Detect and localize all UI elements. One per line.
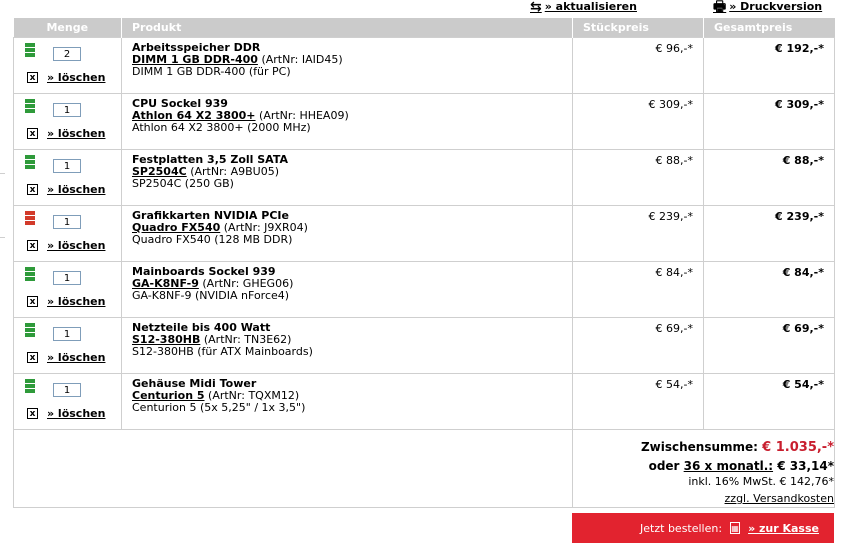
delete-checkbox[interactable]: x	[27, 408, 38, 419]
product-category: Grafikkarten NVIDIA PCIe	[132, 209, 289, 222]
product-name-link[interactable]: Quadro FX540	[132, 221, 221, 234]
quantity-input[interactable]	[53, 103, 81, 117]
unit-price: € 88,-*	[655, 154, 693, 167]
delete-checkbox[interactable]: x	[27, 128, 38, 139]
product-cell	[122, 374, 573, 430]
quantity-input[interactable]	[53, 159, 81, 173]
delete-checkbox[interactable]: x	[27, 296, 38, 307]
unit-price-cell	[573, 206, 704, 262]
left-edge-mark	[0, 173, 5, 174]
print-label[interactable]: » Druckversion	[729, 0, 823, 13]
summary-box	[573, 430, 835, 508]
product-artnr: (ArtNr: TQXM12)	[208, 389, 300, 402]
unit-price: € 84,-*	[655, 266, 693, 279]
quantity-input[interactable]	[53, 383, 81, 397]
print-link[interactable]	[713, 0, 822, 14]
total-price: € 239,-*	[775, 210, 824, 223]
cart-item-row	[14, 38, 835, 94]
delete-link[interactable]: » löschen	[47, 239, 106, 252]
update-label[interactable]: » aktualisieren	[544, 0, 637, 13]
qty-cell	[14, 94, 122, 150]
qty-cell	[14, 374, 122, 430]
cart-item-row	[14, 374, 835, 430]
stock-indicator-icon	[25, 43, 35, 58]
stock-indicator-icon	[25, 267, 35, 282]
financing-prefix: oder	[648, 459, 680, 473]
unit-price: € 309,-*	[648, 98, 693, 111]
cart-item-row	[14, 150, 835, 206]
total-price: € 54,-*	[782, 378, 824, 391]
cart-header-row	[14, 18, 835, 38]
delete-link[interactable]: » löschen	[47, 127, 106, 140]
financing-link[interactable]: 36 x monatl.:	[683, 459, 774, 473]
product-description: DIMM 1 GB DDR-400 (für PC)	[132, 65, 291, 78]
product-description: GA-K8NF-9 (NVIDIA nForce4)	[132, 289, 290, 302]
unit-price-cell	[573, 374, 704, 430]
subtotal-value: € 1.035,-*	[762, 440, 834, 455]
header-gesamtpreis: Gesamtpreis	[704, 18, 835, 38]
qty-cell	[14, 262, 122, 318]
header-produkt: Produkt	[122, 18, 573, 38]
product-category: Gehäuse Midi Tower	[132, 377, 257, 390]
shipping-link[interactable]: zzgl. Versandkosten	[724, 492, 834, 505]
delete-checkbox[interactable]: x	[27, 72, 38, 83]
quantity-input[interactable]	[53, 271, 81, 285]
product-description: SP2504C (250 GB)	[132, 177, 234, 190]
order-bar	[572, 513, 834, 543]
stock-indicator-icon	[25, 99, 35, 114]
stock-indicator-icon	[25, 379, 35, 394]
calculator-icon: ▦	[731, 524, 739, 533]
product-category: Mainboards Sockel 939	[132, 265, 276, 278]
summary-spacer	[14, 430, 573, 508]
product-category: Netzteile bis 400 Watt	[132, 321, 271, 334]
product-description: Centurion 5 (5x 5,25" / 1x 3,5")	[132, 401, 306, 414]
printer-icon: 🖶	[713, 0, 727, 15]
product-cell	[122, 38, 573, 94]
subtotal-line	[573, 439, 834, 456]
delete-link[interactable]: » löschen	[47, 407, 106, 420]
product-name-link[interactable]: Centurion 5	[132, 389, 205, 402]
total-price: € 192,-*	[775, 42, 824, 55]
top-toolbar	[0, 0, 842, 18]
update-link[interactable]	[530, 0, 637, 14]
product-artnr: (ArtNr: GHEG06)	[202, 277, 294, 290]
unit-price-cell	[573, 262, 704, 318]
financing-line	[573, 458, 834, 474]
cart-item-row	[14, 262, 835, 318]
stock-indicator-icon	[25, 211, 35, 226]
delete-checkbox[interactable]: x	[27, 352, 38, 363]
quantity-input[interactable]	[53, 327, 81, 341]
vat-line: inkl. 16% MwSt. € 142,76*	[688, 475, 834, 488]
product-name-link[interactable]: GA-K8NF-9	[132, 277, 199, 290]
quantity-input[interactable]	[53, 215, 81, 229]
qty-cell	[14, 318, 122, 374]
product-name-link[interactable]: S12-380HB	[132, 333, 201, 346]
product-cell	[122, 206, 573, 262]
total-price: € 309,-*	[775, 98, 824, 111]
summary-row	[14, 430, 835, 508]
checkout-button[interactable]: » zur Kasse	[748, 521, 819, 535]
unit-price-cell	[573, 318, 704, 374]
unit-price-cell	[573, 94, 704, 150]
qty-cell	[14, 206, 122, 262]
total-price: € 84,-*	[782, 266, 824, 279]
total-price-cell	[704, 94, 835, 150]
product-cell	[122, 318, 573, 374]
total-price: € 88,-*	[782, 154, 824, 167]
product-artnr: (ArtNr: J9XR04)	[223, 221, 308, 234]
quantity-input[interactable]	[53, 47, 81, 61]
product-cell	[122, 262, 573, 318]
qty-cell	[14, 150, 122, 206]
product-artnr: (ArtNr: TN3E62)	[203, 333, 292, 346]
unit-price: € 239,-*	[648, 210, 693, 223]
header-menge: Menge	[14, 18, 122, 38]
delete-link[interactable]: » löschen	[47, 351, 106, 364]
product-category: Arbeitsspeicher DDR	[132, 41, 261, 54]
financing-value: € 33,14*	[777, 459, 834, 473]
product-name-link[interactable]: SP2504C	[132, 165, 187, 178]
product-cell	[122, 94, 573, 150]
header-stueckpreis: Stückpreis	[573, 18, 704, 38]
unit-price-cell	[573, 150, 704, 206]
stock-indicator-icon	[25, 155, 35, 170]
cart-item-row	[14, 206, 835, 262]
product-description: Quadro FX540 (128 MB DDR)	[132, 233, 293, 246]
total-price: € 69,-*	[782, 322, 824, 335]
product-cell	[122, 150, 573, 206]
qty-cell	[14, 38, 122, 94]
stock-indicator-icon	[25, 323, 35, 338]
total-price-cell	[704, 206, 835, 262]
total-price-cell	[704, 262, 835, 318]
product-artnr: (ArtNr: HHEA09)	[259, 109, 349, 122]
product-artnr: (ArtNr: A9BU05)	[190, 165, 280, 178]
delete-checkbox[interactable]: x	[27, 240, 38, 251]
product-description: Athlon 64 X2 3800+ (2000 MHz)	[132, 121, 311, 134]
delete-link[interactable]: » löschen	[47, 295, 106, 308]
total-price-cell	[704, 150, 835, 206]
product-category: Festplatten 3,5 Zoll SATA	[132, 153, 289, 166]
total-price-cell	[704, 38, 835, 94]
delete-checkbox[interactable]: x	[27, 184, 38, 195]
subtotal-label: Zwischensumme:	[640, 440, 758, 454]
total-price-cell	[704, 318, 835, 374]
delete-link[interactable]: » löschen	[47, 71, 106, 84]
unit-price: € 96,-*	[655, 42, 693, 55]
order-label: Jetzt bestellen:	[640, 521, 723, 535]
product-artnr: (ArtNr: IAID45)	[261, 53, 343, 66]
left-edge-mark	[0, 237, 5, 238]
total-price-cell	[704, 374, 835, 430]
cart-table	[13, 18, 835, 508]
unit-price: € 69,-*	[655, 322, 693, 335]
product-category: CPU Sockel 939	[132, 97, 228, 110]
unit-price: € 54,-*	[655, 378, 693, 391]
delete-link[interactable]: » löschen	[47, 183, 106, 196]
product-name-link[interactable]: DIMM 1 GB DDR-400	[132, 53, 258, 66]
cart-item-row	[14, 94, 835, 150]
cart-item-row	[14, 318, 835, 374]
product-name-link[interactable]: Athlon 64 X2 3800+	[132, 109, 256, 122]
product-description: S12-380HB (für ATX Mainboards)	[132, 345, 313, 358]
unit-price-cell	[573, 38, 704, 94]
refresh-arrows-icon: ⇆	[530, 0, 542, 15]
